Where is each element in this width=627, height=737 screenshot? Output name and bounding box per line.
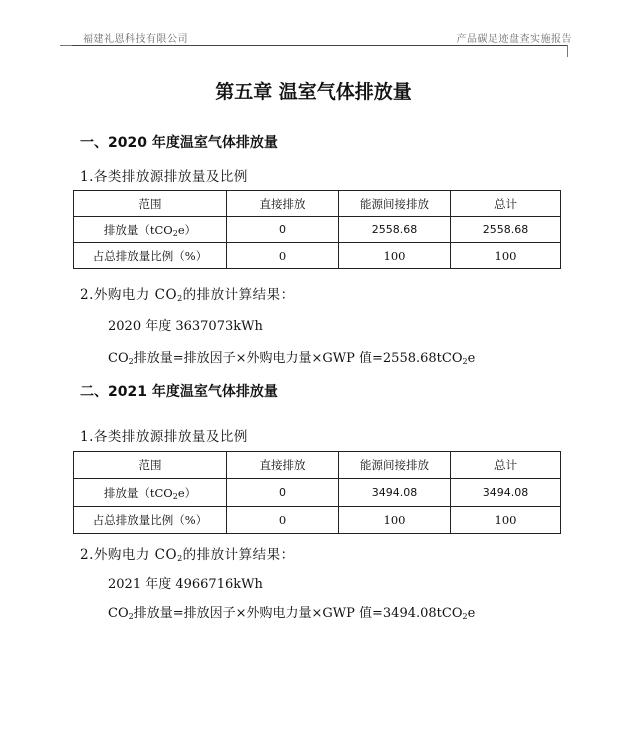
cell-total: 2558.68 (451, 217, 561, 243)
formula-2020 (108, 347, 475, 366)
cell-total: 100 (451, 507, 561, 534)
subheading-sources-2021: 1.各类排放源排放量及比例 (80, 429, 248, 445)
text: 排放量=排放因子×外购电力量×GWP 值=3494.08tCO (133, 606, 463, 621)
row-label-ratio: 占总排放量比例（%） (74, 507, 227, 534)
text: CO (108, 351, 129, 366)
cell-direct: 0 (227, 479, 339, 507)
cell-total: 100 (451, 243, 561, 269)
header-corner-left (60, 45, 72, 58)
table-header-cell: 范围 (74, 191, 227, 217)
header-corner-right (567, 45, 578, 57)
table-header-cell: 总计 (451, 452, 561, 479)
emissions-table-2020 (73, 190, 561, 269)
subscript: 2 (177, 554, 183, 563)
cell-total: 3494.08 (451, 479, 561, 507)
table-row (74, 217, 561, 243)
text: 排放量=排放因子×外购电力量×GWP 值=2558.68tCO (133, 351, 463, 366)
text: 2.外购电力 CO (80, 547, 178, 563)
subheading-electricity-2020 (80, 283, 295, 303)
text: e (467, 606, 476, 621)
electricity-usage-2020: 2020 年度 3637073kWh (108, 319, 263, 334)
row-label-text: 排放量（tCO (103, 485, 173, 500)
row-label-emissions (74, 217, 227, 243)
cell-direct: 0 (227, 243, 339, 269)
table-header-row (74, 191, 561, 217)
table-row (74, 479, 561, 507)
emissions-table-2021 (73, 451, 561, 534)
table-header-cell: 直接排放 (227, 452, 339, 479)
table-header-cell: 能源间接排放 (339, 191, 451, 217)
table-header-cell: 直接排放 (227, 191, 339, 217)
table-row (74, 243, 561, 269)
cell-indirect: 3494.08 (339, 479, 451, 507)
subscript: 2 (462, 357, 468, 366)
cell-direct: 0 (227, 507, 339, 534)
table-header-cell: 范围 (74, 452, 227, 479)
subheading-electricity-2021 (80, 543, 295, 563)
text: e (467, 351, 476, 366)
row-label-text: e） (177, 485, 197, 500)
row-label-subscript: 2 (172, 491, 178, 501)
subscript: 2 (128, 357, 134, 366)
subscript: 2 (462, 612, 468, 621)
formula-2021 (108, 602, 475, 621)
table-row (74, 507, 561, 534)
table-header-row (74, 452, 561, 479)
chapter-title: 第五章 温室气体排放量 (215, 81, 412, 103)
header-rule (72, 45, 567, 46)
header-report-title: 产品碳足迹盘查实施报告 (456, 34, 572, 45)
table-header-cell: 总计 (451, 191, 561, 217)
cell-indirect: 100 (339, 507, 451, 534)
cell-indirect: 100 (339, 243, 451, 269)
text: CO (108, 606, 129, 621)
cell-direct: 0 (227, 217, 339, 243)
text: 2.外购电力 CO (80, 287, 178, 303)
cell-indirect: 2558.68 (339, 217, 451, 243)
subscript: 2 (128, 612, 134, 621)
section-heading-2020: 一、2020 年度温室气体排放量 (80, 135, 278, 151)
row-label-ratio: 占总排放量比例（%） (74, 243, 227, 269)
row-label-subscript: 2 (172, 228, 178, 238)
table-header-cell: 能源间接排放 (339, 452, 451, 479)
section-heading-2021: 二、2021 年度温室气体排放量 (80, 384, 278, 400)
text: 的排放计算结果： (182, 287, 295, 303)
subscript: 2 (177, 294, 183, 303)
row-label-text: 排放量（tCO (103, 222, 173, 237)
header-company-name: 福建礼恩科技有限公司 (83, 34, 188, 45)
row-label-text: e） (177, 222, 197, 237)
subheading-sources-2020: 1.各类排放源排放量及比例 (80, 169, 248, 185)
row-label-emissions (74, 479, 227, 507)
electricity-usage-2021: 2021 年度 4966716kWh (108, 577, 263, 592)
text: 的排放计算结果： (182, 547, 295, 563)
